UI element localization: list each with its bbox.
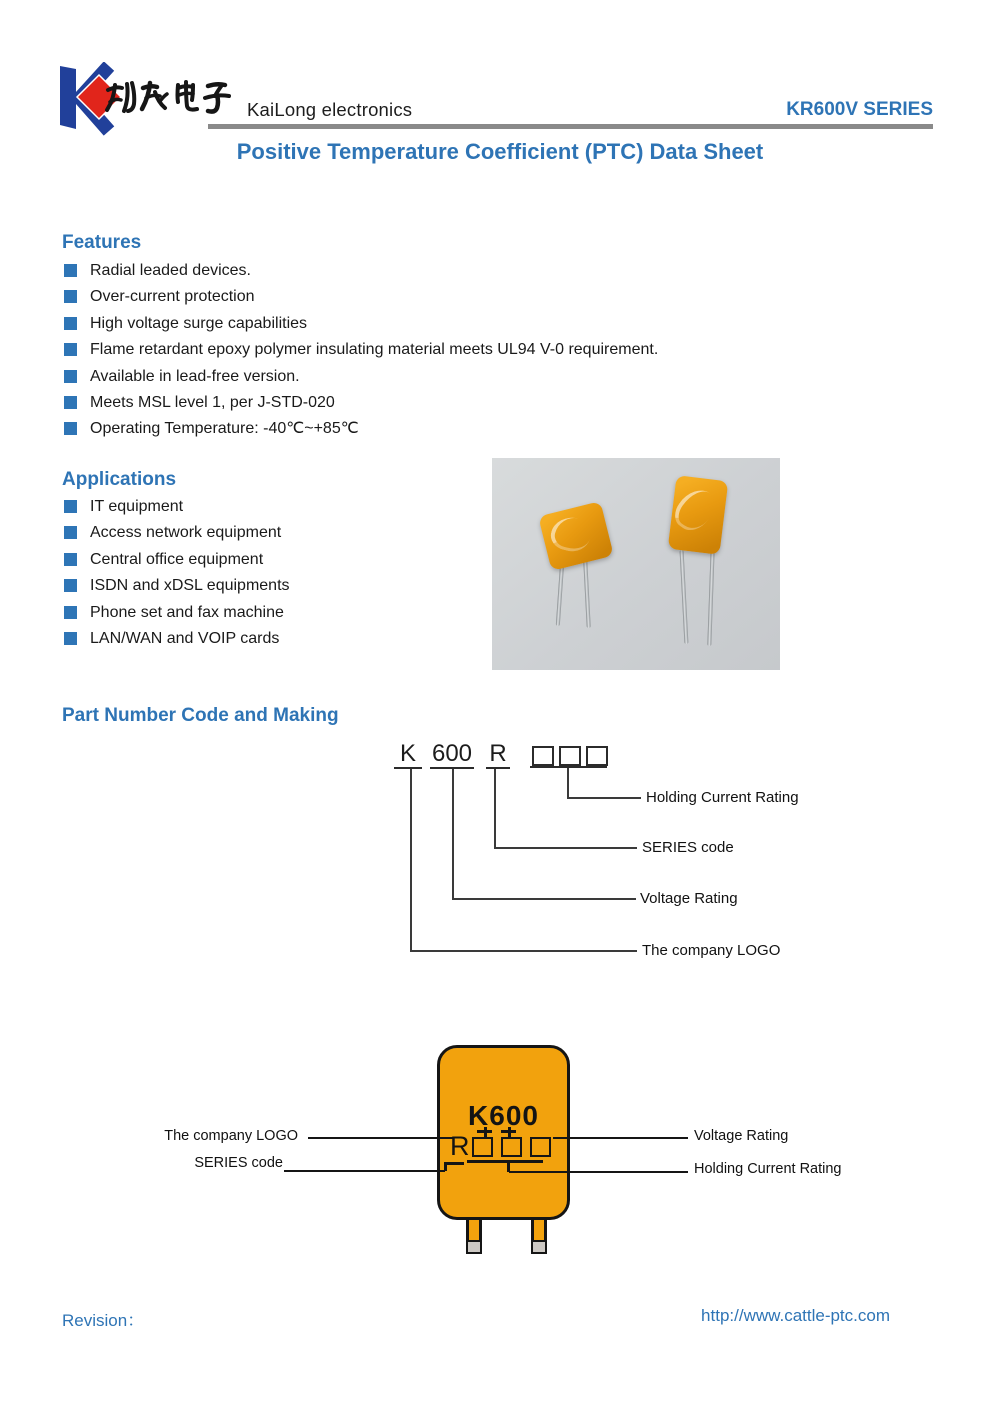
marking-text-top: K600 [468, 1100, 539, 1131]
device-leg [466, 1220, 482, 1240]
callout-line [567, 768, 569, 797]
page-title: Positive Temperature Coefficient (PTC) Data Sheet [236, 139, 764, 164]
callout-line [553, 1137, 688, 1139]
callout-line [410, 950, 637, 952]
digit-box [559, 746, 581, 766]
list-item [62, 260, 782, 286]
application-text: ISDN and xDSL equipments [90, 577, 290, 595]
tick-mark [467, 1160, 543, 1163]
list-item [62, 496, 482, 522]
bullet-square-icon [64, 396, 77, 409]
device-leg-tip [531, 1240, 547, 1254]
application-text: IT equipment [90, 498, 184, 515]
list-item [62, 286, 782, 312]
application-text: Phone set and fax machine [90, 603, 284, 621]
label-series-code: SERIES code [642, 839, 734, 856]
label-holding-current: Holding Current Rating [646, 789, 799, 806]
bullet-square-icon [64, 422, 77, 435]
ptc-device-left [538, 501, 614, 571]
list-item [62, 628, 482, 654]
callout-line [284, 1170, 445, 1172]
callout-line [494, 769, 496, 847]
bullet-square-icon [64, 290, 77, 303]
bullet-square-icon [64, 317, 77, 330]
callout-line [308, 1137, 454, 1139]
underline [530, 766, 607, 768]
component-lead [707, 548, 714, 646]
underline [394, 767, 422, 769]
application-text: Access network equipment [90, 524, 282, 542]
code-company-char: K [399, 740, 416, 767]
applications-heading: Applications [62, 469, 177, 490]
label-company-logo: The company LOGO [164, 1128, 298, 1144]
chinese-calligraphy [104, 80, 242, 116]
callout-line [452, 898, 636, 900]
callout-line [452, 769, 454, 898]
callout-line [494, 847, 637, 849]
ptc-device-right [668, 475, 729, 555]
code-series-char: R [489, 740, 507, 767]
bullet-square-icon [64, 553, 77, 566]
label-company-logo: The company LOGO [642, 942, 781, 959]
label-holding-current: Holding Current Rating [694, 1161, 842, 1177]
component-lead [680, 550, 689, 644]
bullet-square-icon [64, 264, 77, 277]
product-photo [492, 458, 780, 670]
callout-line [509, 1171, 688, 1173]
bullet-square-icon [64, 606, 77, 619]
underline [486, 767, 510, 769]
features-heading: Features [62, 232, 142, 253]
feature-text: Meets MSL level 1, per J-STD-020 [90, 393, 335, 411]
part-number-heading: Part Number Code and Making [62, 705, 339, 726]
marking-digit-box [530, 1137, 551, 1157]
feature-text: Radial leaded devices. [90, 262, 251, 279]
list-item [62, 392, 782, 418]
revision-label: Revision： [62, 1311, 145, 1330]
bullet-square-icon [64, 500, 77, 513]
list-item [62, 549, 482, 575]
code-voltage: 600 [431, 740, 473, 767]
company-name: KaiLong electronics [247, 99, 413, 120]
list-item [62, 602, 482, 628]
list-item [62, 313, 782, 339]
list-item [62, 418, 782, 444]
list-item [62, 575, 482, 601]
device-leg-tip [466, 1240, 482, 1254]
feature-text: Available in lead-free version. [90, 367, 300, 385]
bullet-square-icon [64, 343, 77, 356]
bullet-square-icon [64, 579, 77, 592]
application-text: Central office equipment [90, 550, 264, 568]
application-text: LAN/WAN and VOIP cards [90, 629, 280, 647]
list-item [62, 339, 782, 365]
label-voltage-rating: Voltage Rating [694, 1128, 789, 1144]
device-leg [531, 1220, 547, 1240]
bullet-square-icon [64, 370, 77, 383]
component-lead [583, 560, 591, 628]
bullet-square-icon [64, 632, 77, 645]
applications-list [62, 496, 482, 654]
tick-mark [444, 1162, 464, 1165]
label-voltage-rating: Voltage Rating [640, 890, 738, 907]
feature-text: Over-current protection [90, 288, 255, 306]
component-lead [556, 562, 564, 626]
feature-text: Operating Temperature: -40℃~+85℃ [90, 420, 359, 438]
website-link[interactable]: http://www.cattle-ptc.com [701, 1306, 890, 1325]
marking-digit-box [472, 1137, 493, 1157]
digit-box [586, 746, 608, 766]
digit-box [532, 746, 554, 766]
marking-series-char: R [450, 1131, 470, 1161]
bullet-square-icon [64, 526, 77, 539]
callout-line [567, 797, 641, 799]
label-series-code: SERIES code [194, 1155, 283, 1171]
list-item [62, 522, 482, 548]
callout-line [410, 769, 412, 950]
series-badge: KR600V SERIES [786, 99, 933, 120]
marking-digit-box [501, 1137, 522, 1157]
list-item [62, 366, 782, 392]
features-list [62, 260, 782, 445]
header-rule [208, 124, 933, 129]
feature-text: Flame retardant epoxy polymer insulating material meets UL94 V-0 requirement. [90, 341, 659, 359]
feature-text: High voltage surge capabilities [90, 314, 308, 332]
